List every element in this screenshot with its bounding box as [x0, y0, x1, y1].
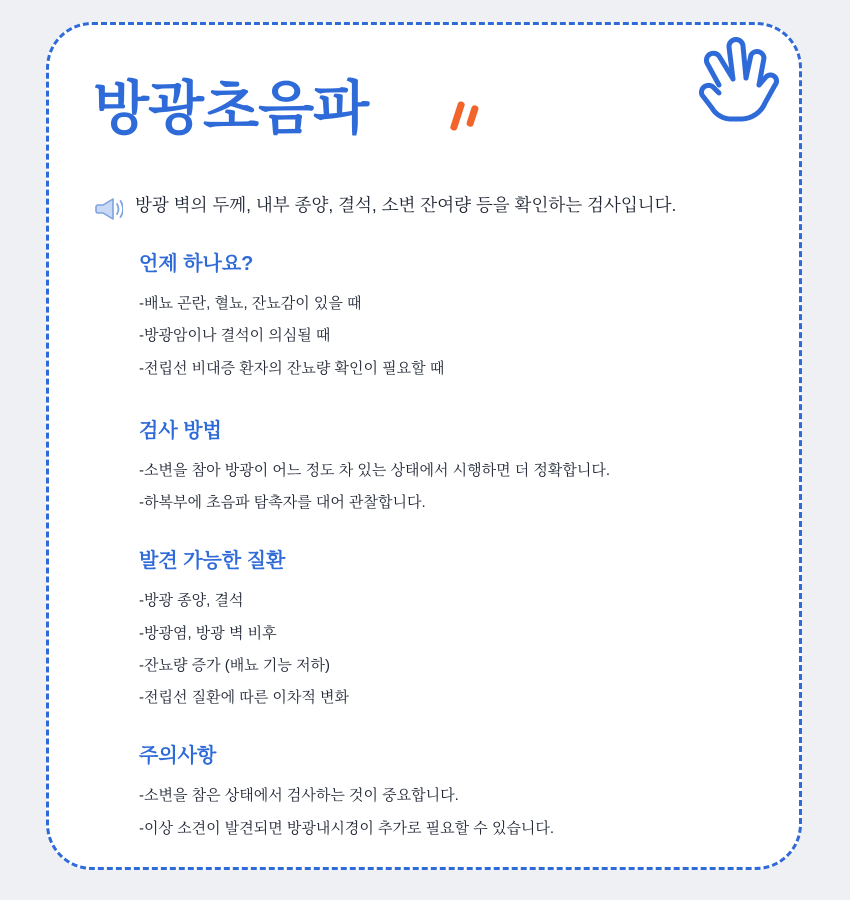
- section-list: [93, 784, 763, 840]
- section-heading: 검사 방법: [139, 419, 222, 442]
- section-list: [93, 459, 763, 515]
- victory-hand-icon: [689, 33, 781, 139]
- list-item: -방광 종양, 결석: [139, 592, 244, 610]
- list-item: -소변을 참은 상태에서 검사하는 것이 중요합니다.: [139, 787, 459, 805]
- section-findings: [93, 544, 763, 709]
- section-when: [93, 247, 763, 380]
- section-list: [93, 292, 763, 380]
- list-item: -이상 소견이 발견되면 방광내시경이 추가로 필요할 수 있습니다.: [139, 819, 555, 837]
- megaphone-icon: [95, 196, 123, 227]
- list-item: -배뇨 곤란, 혈뇨, 잔뇨감이 있을 때: [139, 295, 362, 312]
- section-list: [93, 589, 763, 709]
- list-item: -전립선 비대증 환자의 잔뇨량 확인이 필요할 때: [139, 359, 445, 377]
- sections: [93, 247, 763, 840]
- list-item: -전립선 질환에 따른 이차적 변화: [139, 689, 350, 706]
- section-method: [93, 414, 763, 515]
- list-item: -방광암이나 결석이 의심될 때: [139, 327, 331, 345]
- page-title: 방광초음파: [93, 76, 369, 141]
- section-heading: 주의사항: [139, 745, 217, 768]
- section-cautions: [93, 739, 763, 840]
- section-heading: 발견 가능한 질환: [139, 550, 286, 573]
- list-item: -하복부에 초음파 탐촉자를 대어 관찰합니다.: [139, 494, 426, 511]
- section-heading: 언제 하나요?: [139, 253, 254, 275]
- spark-icon: [448, 99, 482, 135]
- list-item: -소변을 참아 방광이 어느 정도 차 있는 상태에서 시행하면 더 정확합니다.: [139, 461, 611, 479]
- title-block: [93, 77, 653, 141]
- info-card: [46, 22, 802, 870]
- lead-text: 방광 벽의 두께, 내부 종양, 결석, 소변 잔여량 등을 확인하는 검사입니다.: [135, 195, 677, 215]
- lead-row: [95, 193, 759, 227]
- list-item: -잔뇨량 증가 (배뇨 기능 저하): [139, 656, 331, 674]
- list-item: -방광염, 방광 벽 비후: [139, 624, 277, 642]
